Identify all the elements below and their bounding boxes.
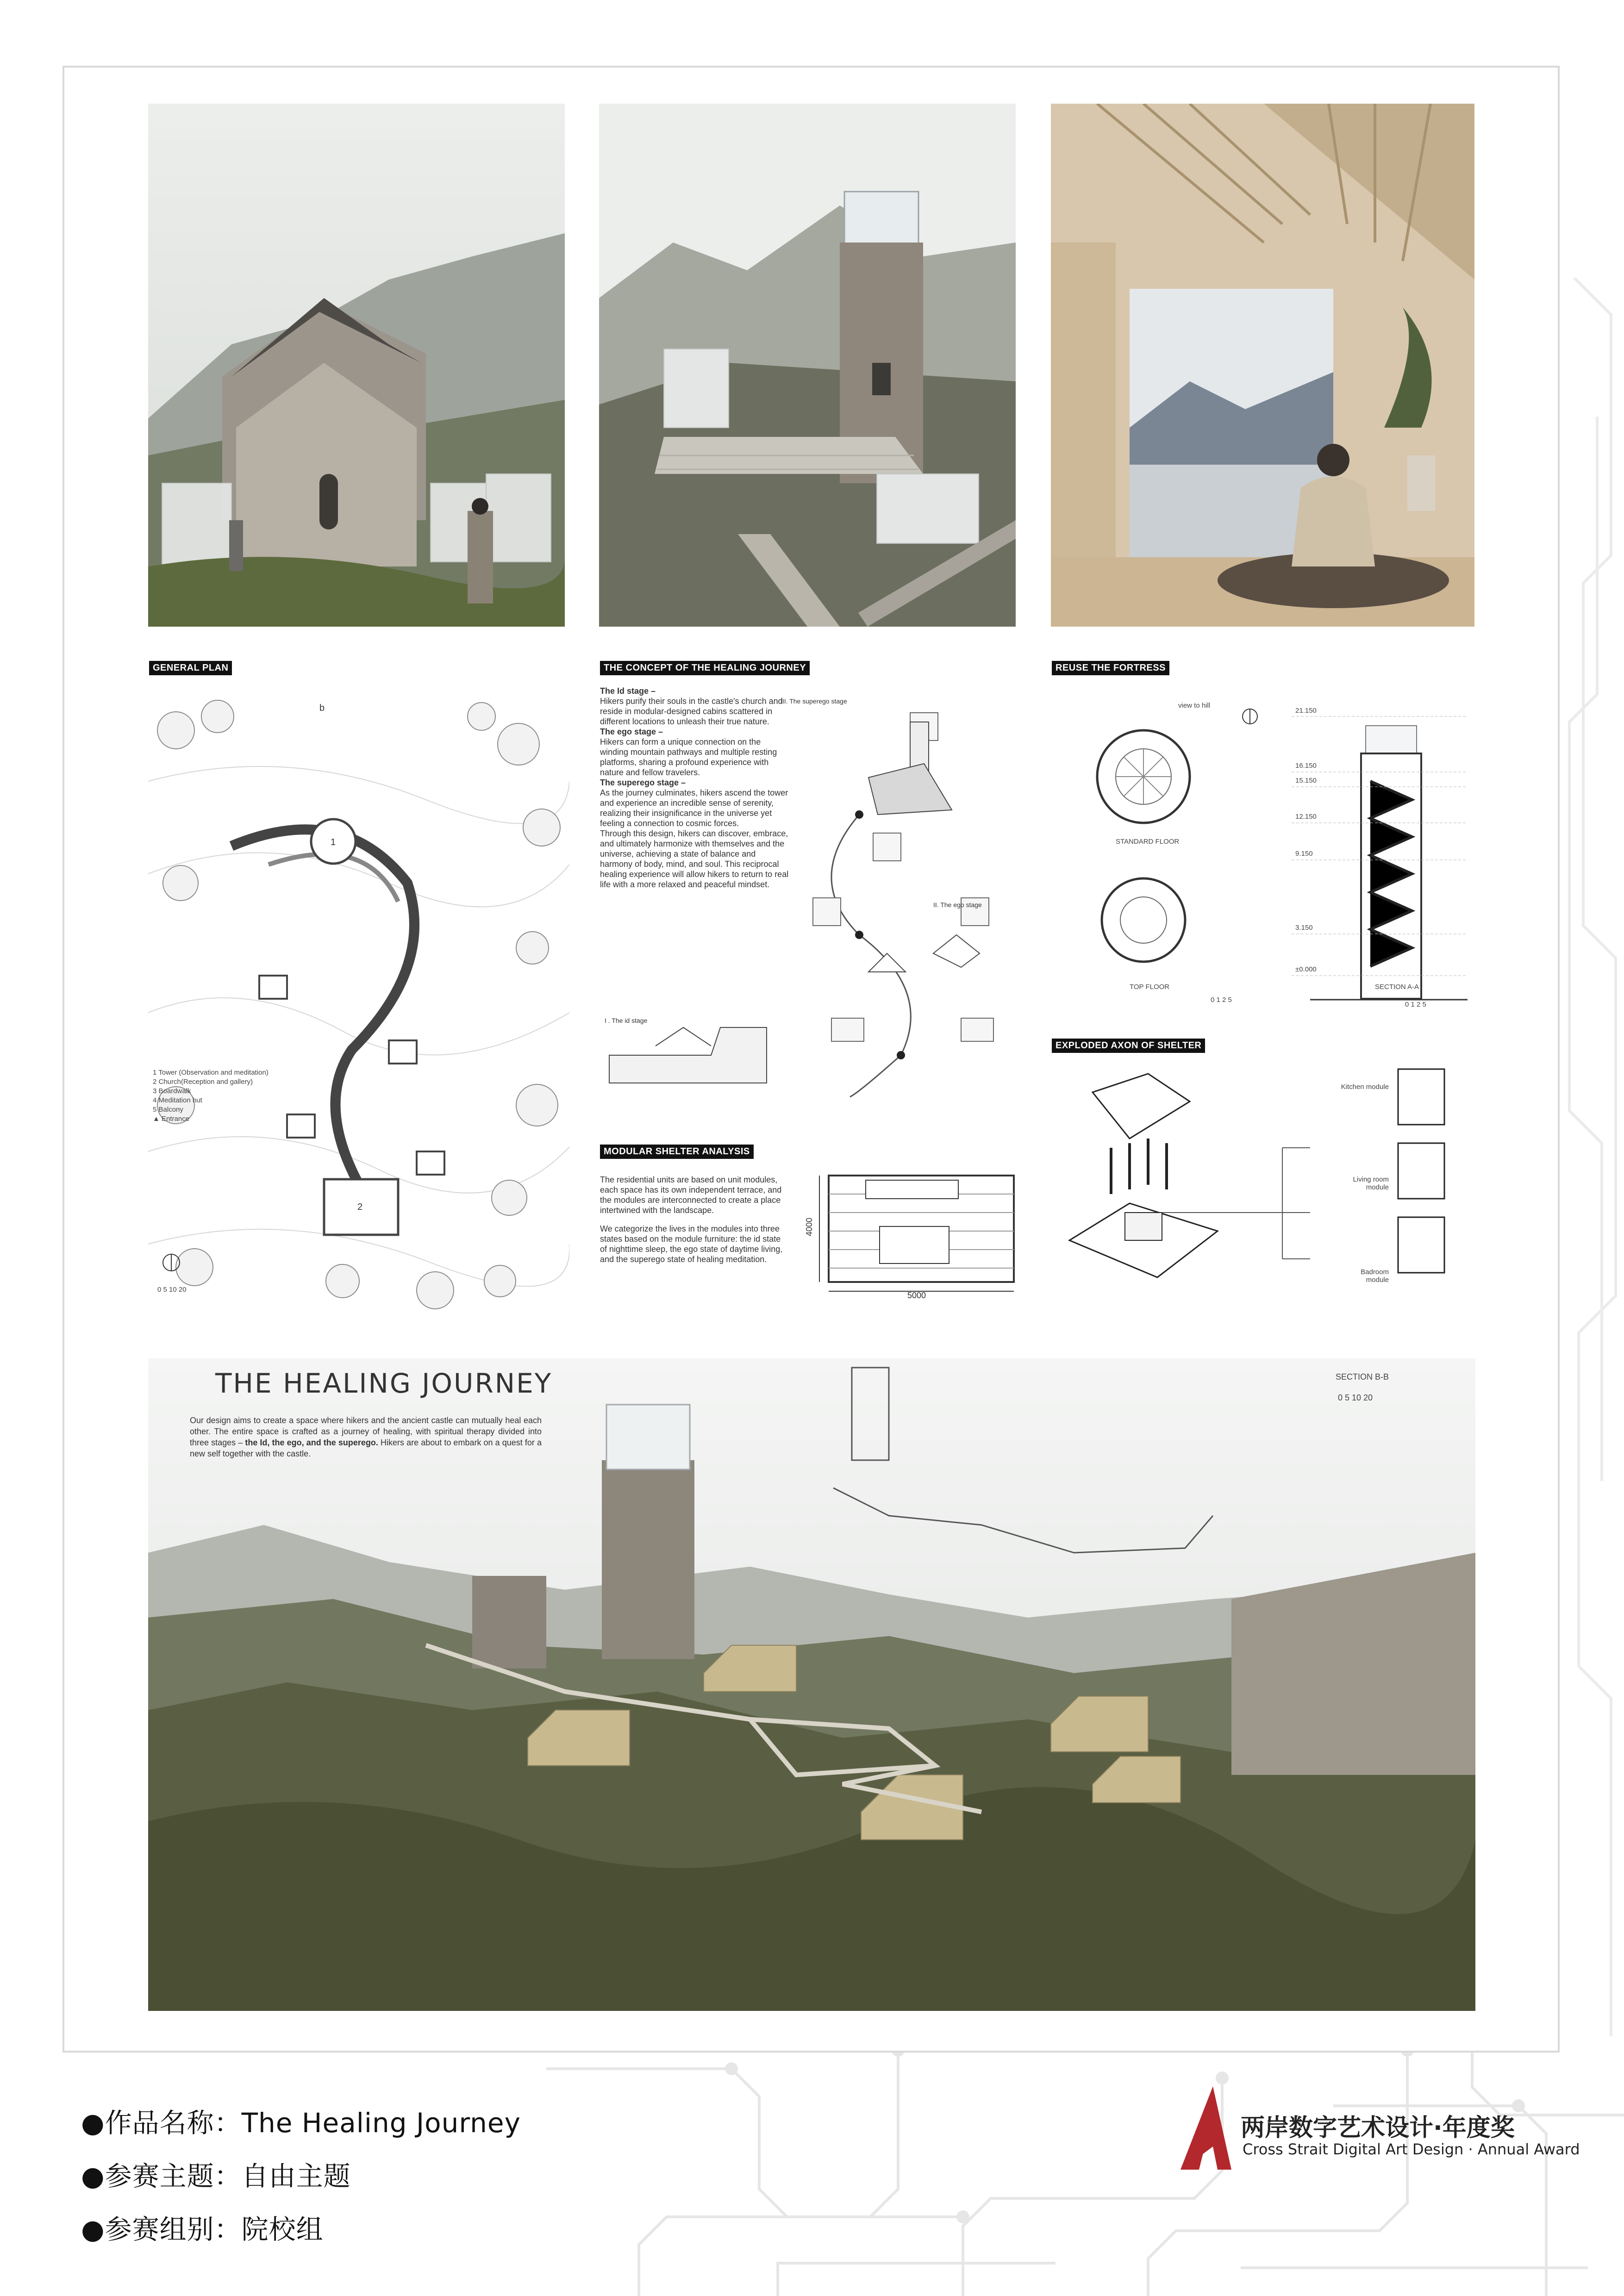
- plan-legend-4: 4 Meditation hut: [153, 1096, 202, 1104]
- elev-9150: 9.150: [1295, 850, 1313, 858]
- plan-tag-b: b: [319, 703, 325, 713]
- ego-stage-body: Hikers can form a unique connection on the winding mountain pathways and multiple resting platforms, sharing a profound experience with nature and fellow travelers.: [600, 737, 777, 777]
- general-plan-label: GENERAL PLAN: [149, 661, 232, 675]
- ego-stage-title: The ego stage –: [600, 727, 663, 736]
- modular-text: [600, 1175, 790, 1264]
- plan-legend-1: 1 Tower (Observation and meditation): [153, 1069, 269, 1076]
- award-title-en: Cross Strait Digital Art Design · Annual Award: [1243, 2140, 1580, 2158]
- plan-tag-1: 1: [331, 837, 336, 847]
- circuit-edge-decoration: [1565, 278, 1624, 2036]
- modular-paragraph-1: The residential units are based on unit modules, each space has its own independent terrace, and the modules are interconnected to create a place intertwined with the landscape.: [600, 1175, 782, 1215]
- modular-shelter-label: MODULAR SHELTER ANALYSIS: [600, 1145, 754, 1159]
- render-church: [148, 104, 565, 627]
- elev-16150: 16.150: [1295, 762, 1317, 770]
- general-plan-drawing: [148, 689, 569, 1323]
- bedroom-module-label: Badroom module: [1361, 1268, 1389, 1284]
- kitchen-module-label: Kitchen module: [1341, 1083, 1389, 1091]
- view-to-hill-label: view to hill: [1178, 702, 1211, 709]
- footer-theme: ●参赛主题：自由主题: [81, 2160, 351, 2192]
- id-stage-body: Hikers purify their souls in the castle's church and reside in modular-designed cabins scattered in different locations to unleash their true nature.: [600, 697, 783, 726]
- fortress-scale-left: 0 1 2 5: [1211, 996, 1232, 1004]
- plan-tag-2: 2: [357, 1202, 363, 1212]
- concept-closing: Through this design, hikers can discover, embrace, and ultimately harmonize with themselves and the universe, achieving a state of balance and harmony of body, mind, and soul. This reciprocal healing experience will allow hikers to return to real life with a more relaxed and peaceful mindset.: [600, 829, 789, 889]
- hero-panorama-render: [148, 1358, 1475, 2011]
- superego-stage-body: As the journey culminates, hikers ascend the tower and experience an incredible sense of serenity, realizing their insignificance in the universe yet feeling a connection to cosmic forces.: [600, 788, 788, 828]
- dim-height: 4000: [805, 1217, 814, 1237]
- id-stage-title: The Id stage –: [600, 686, 656, 696]
- living-module-label: Living room module: [1353, 1176, 1389, 1191]
- fortress-drawings: [1051, 689, 1481, 1013]
- hero-paragraph: Our design aims to create a space where hikers and the ancient castle can mutually heal each other. The entire space is crafted as a journey of healing, with spiritual therapy divided into three stages – the Id, the ego, and the superego. Hikers are about to embark on a quest for a new self together with the castle.: [190, 1416, 542, 1458]
- plan-legend-5: 5 Balcony: [153, 1106, 183, 1114]
- dim-width: 5000: [907, 1291, 926, 1300]
- elev-12150: 12.150: [1295, 813, 1317, 821]
- concept-label: THE CONCEPT OF THE HEALING JOURNEY: [600, 661, 810, 675]
- superego-stage-title: The superego stage –: [600, 778, 686, 787]
- standard-floor-label: STANDARD FLOOR: [1116, 838, 1180, 846]
- concept-diagram: [600, 694, 1017, 1111]
- render-shelter-interior: [1051, 104, 1474, 627]
- exploded-axon-drawing: [1051, 1064, 1481, 1314]
- ego-diagram-label: II. The ego stage: [933, 901, 982, 908]
- top-floor-label: TOP FLOOR: [1130, 983, 1170, 991]
- elev-3150: 3.150: [1295, 924, 1313, 932]
- render-tower-amphitheater: [599, 104, 1016, 627]
- circuit-pattern-decoration: [546, 2050, 1624, 2296]
- award-logo-icon: [1181, 2086, 1231, 2170]
- plan-legend-3: 3 Boardwalk: [153, 1087, 191, 1095]
- elev-21150: 21.150: [1295, 707, 1317, 715]
- plan-scale-bar: 0 5 10 20: [157, 1286, 187, 1294]
- section-aa-label: SECTION A-A: [1375, 983, 1419, 991]
- award-title-cn: 两岸数字艺术设计·年度奖: [1241, 2114, 1515, 2142]
- footer-group: ●参赛组别：院校组: [81, 2214, 324, 2245]
- footer-work-name: ●作品名称：The Healing Journey: [81, 2107, 521, 2139]
- plan-legend-2: 2 Church(Reception and gallery): [153, 1078, 253, 1086]
- exploded-axon-label: EXPLODED AXON OF SHELTER: [1052, 1039, 1205, 1053]
- modular-paragraph-2: We categorize the lives in the modules into three states based on the module furniture: the id state of nighttime sleep, the ego state of daytime living, and the superego state of healing meditation.: [600, 1224, 783, 1264]
- modular-plan-drawing: [805, 1166, 1023, 1305]
- elev-0: ±0.000: [1295, 965, 1317, 973]
- superego-diagram-label: III. The superego stage: [781, 697, 847, 705]
- plan-legend-6: ▲ Entrance: [153, 1115, 190, 1123]
- id-diagram-label: I . The id stage: [605, 1017, 648, 1024]
- elev-15150: 15.150: [1295, 777, 1317, 784]
- reuse-fortress-label: REUSE THE FORTRESS: [1052, 661, 1169, 675]
- section-bb-label: SECTION B-B: [1336, 1372, 1389, 1381]
- hero-title: THE HEALING JOURNEY: [215, 1368, 553, 1399]
- fortress-scale-right: 0 1 2 5: [1405, 1001, 1426, 1008]
- section-bb-scale: 0 5 10 20: [1338, 1393, 1373, 1402]
